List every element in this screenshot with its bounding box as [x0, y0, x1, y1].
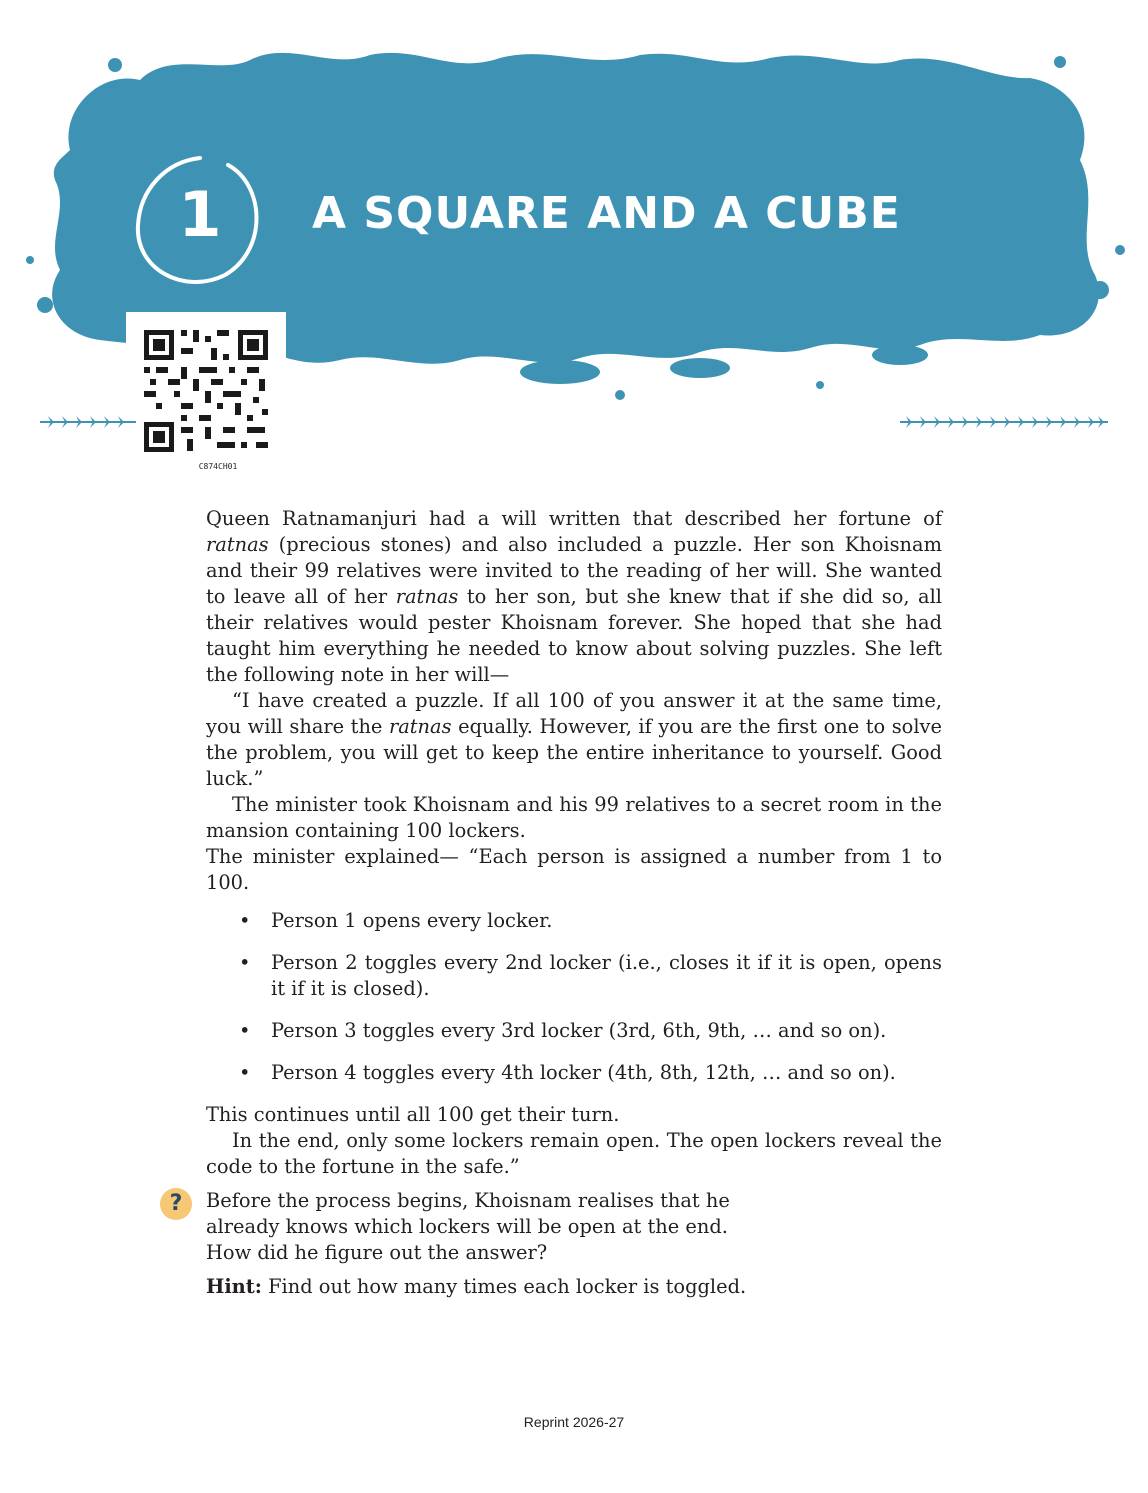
paragraph: “I have created a puzzle. If all 100 of you answer it at the same time, you will share the ratnas equally. However, if you are the first one to solve the problem, you will get to keep the entire inheritance to yourself. Good luck.” [206, 689, 942, 790]
paragraph: The minister took Khoisnam and his 99 relatives to a secret room in the mansion containing 100 lockers. [206, 793, 942, 842]
paragraph: In the end, only some lockers remain open. The open lockers reveal the code to the fortune in the safe.” [206, 1129, 942, 1178]
question-block [206, 1188, 766, 1300]
paragraph: Queen Ratnamanjuri had a will written that described her fortune of ratnas (precious stones) and also included a puzzle. Her son Khoisnam and their 99 relatives were invited to the reading of her will. She wanted to leave all of her ratnas to her son, but she knew that if she did so, all their relatives would pester Khoisnam forever. She hoped that she had taught him everything he needed to know about solving puzzles. She left the following note in her will— [206, 507, 943, 686]
question-text: Before the process begins, Khoisnam realises that he already knows which lockers will be open at the end. How did he figure out the answer? [206, 1189, 730, 1264]
list-item: • Person 2 toggles every 2nd locker (i.e., closes it if it is open, opens it if it is closed). [206, 950, 942, 1002]
list-item: • Person 1 opens every locker. [206, 908, 942, 934]
list-item: • Person 4 toggles every 4th locker (4th, 8th, 12th, … and so on). [206, 1060, 942, 1086]
chapter-number: 1 [178, 178, 222, 251]
list-item: • Person 3 toggles every 3rd locker (3rd, 6th, 9th, … and so on). [206, 1018, 942, 1044]
bullet-list [206, 908, 942, 1086]
hint: Hint: Find out how many times each locker is toggled. [206, 1275, 747, 1298]
chapter-title: A SQUARE AND A CUBE [312, 188, 901, 239]
qr-code-icon [126, 312, 286, 458]
question-mark-icon: ? [160, 1188, 192, 1220]
qr-code-label: C874CH01 [198, 462, 238, 471]
chapter-text [206, 506, 942, 1180]
reprint-footer: Reprint 2026-27 [523, 1414, 625, 1430]
arrow-border-right-icon [898, 414, 1110, 430]
qr-code-box [126, 312, 286, 458]
paragraph: This continues until all 100 get their turn. [206, 1103, 620, 1126]
arrow-border-left-icon [38, 414, 138, 430]
paragraph: The minister explained— “Each person is assigned a number from 1 to 100. [206, 845, 942, 894]
